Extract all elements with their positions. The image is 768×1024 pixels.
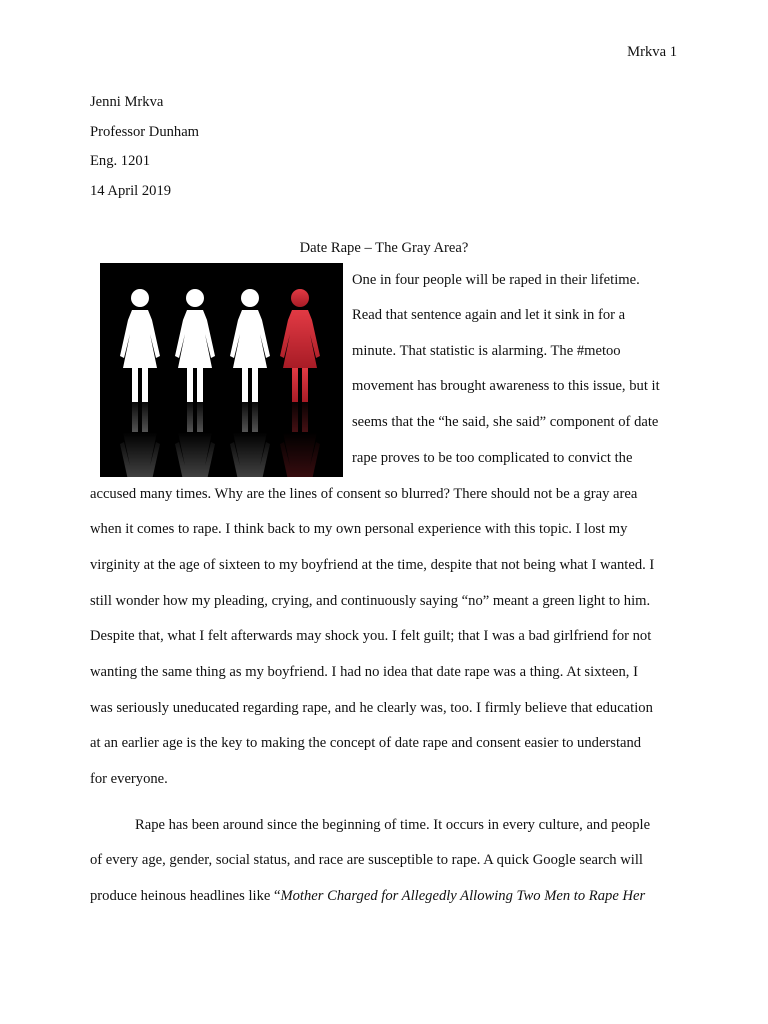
course-name: Eng. 1201	[90, 153, 150, 169]
woman-figure-red-icon	[280, 289, 320, 402]
paragraph-line: virginity at the age of sixteen to my boyfriend at the time, despite that not being what I wanted. I	[90, 557, 655, 573]
paragraph-line: Rape has been around since the beginning of time. It occurs in every culture, and people	[135, 817, 651, 833]
paragraph-line: still wonder how my pleading, crying, and continuously saying “no” meant a green light to him.	[90, 593, 651, 609]
essay-date: 14 April 2019	[90, 183, 172, 199]
paragraph-line: Read that sentence again and let it sink in for a	[352, 307, 626, 323]
author-name: Jenni Mrkva	[90, 94, 164, 110]
paragraph-line	[90, 888, 645, 905]
paragraph-line: of every age, gender, social status, and race are susceptible to rape. A quick Google search will	[90, 852, 643, 868]
figure-image	[100, 263, 343, 477]
paragraph-line: rape proves to be too complicated to convict the	[352, 450, 633, 466]
paragraph-line: minute. That statistic is alarming. The #metoo	[352, 343, 621, 359]
paragraph-line: for everyone.	[90, 771, 168, 787]
essay-title: Date Rape – The Gray Area?	[299, 240, 469, 256]
page-header: Mrkva 1	[627, 44, 677, 60]
woman-figure-icon	[230, 289, 270, 402]
professor-name: Professor Dunham	[90, 124, 200, 140]
headline-quote: Mother Charged for Allegedly Allowing Two Men to Rape Her	[280, 888, 646, 904]
woman-figure-icon	[120, 289, 160, 402]
paragraph-line: Despite that, what I felt afterwards may shock you. I felt guilt; that I was a bad girlfriend for not	[90, 628, 652, 644]
paragraph-text: produce heinous headlines like “	[90, 888, 281, 904]
paragraph-line: seems that the “he said, she said” component of date	[352, 414, 659, 430]
paragraph-line: wanting the same thing as my boyfriend. I had no idea that date rape was a thing. At sixteen, I	[90, 664, 638, 680]
paragraph-line: when it comes to rape. I think back to my own personal experience with this topic. I lost my	[90, 521, 628, 537]
paragraph-line: at an earlier age is the key to making the concept of date rape and consent easier to understand	[90, 735, 642, 751]
woman-figure-icon	[175, 289, 215, 402]
paragraph-line: One in four people will be raped in their lifetime.	[352, 272, 640, 288]
paragraph-line: was seriously uneducated regarding rape, and he clearly was, too. I firmly believe that education	[90, 700, 653, 716]
paragraph-line: accused many times. Why are the lines of consent so blurred? There should not be a gray area	[90, 486, 638, 502]
paragraph-line: movement has brought awareness to this issue, but it	[352, 378, 660, 394]
